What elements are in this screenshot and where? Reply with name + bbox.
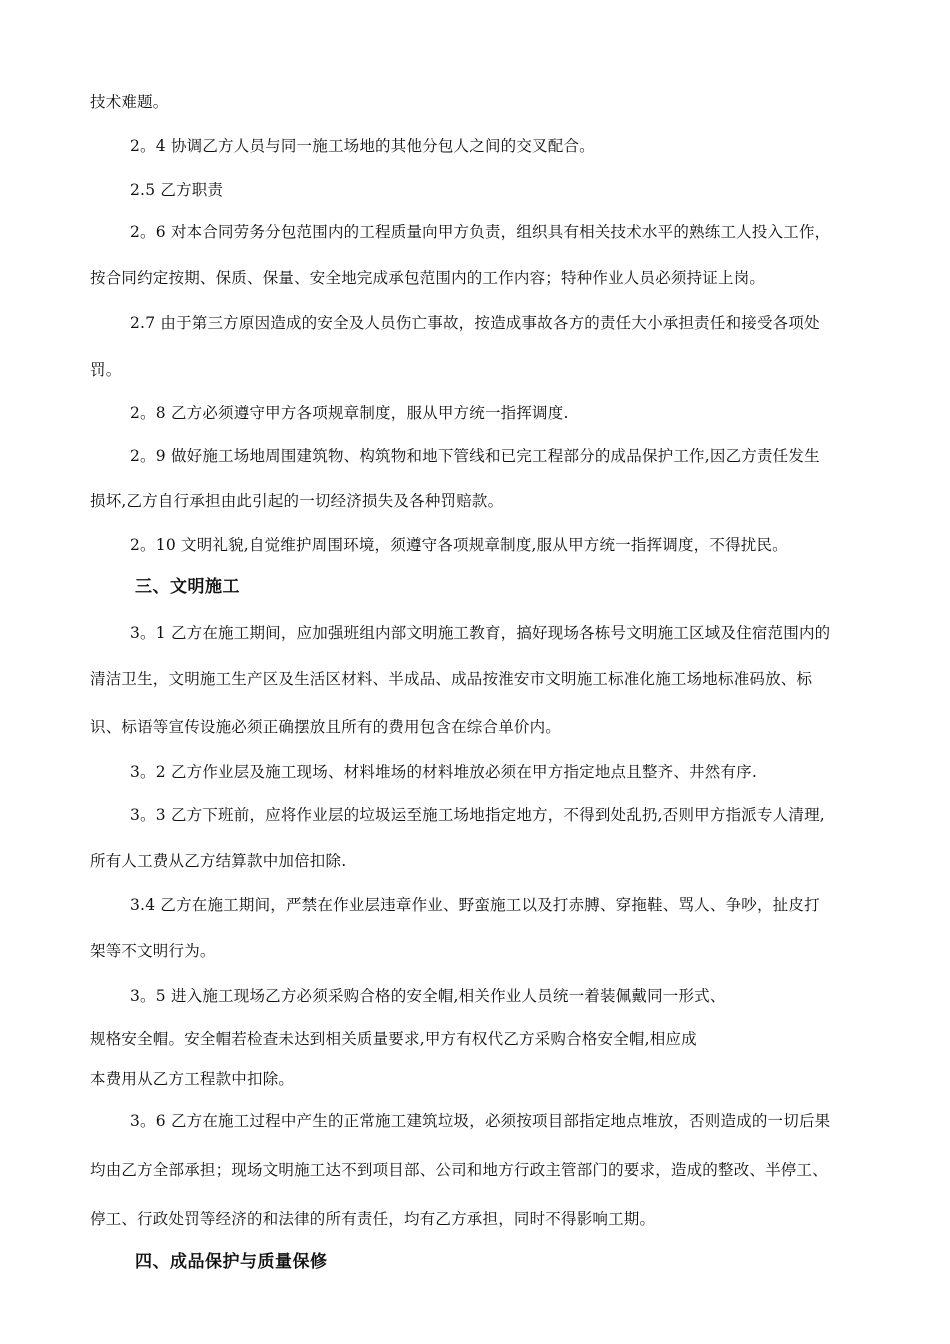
text-line: 技术难题。 xyxy=(90,93,169,111)
text-line: 均由乙方全部承担；现场文明施工达不到项目部、公司和地方行政主管部门的要求，造成的整改、半停工、 xyxy=(90,1161,828,1179)
text-line: 2.5 乙方职责 xyxy=(130,181,224,199)
text-line: 清洁卫生，文明施工生产区及生活区材料、半成品、成品按淮安市文明施工标准化施工场地标准码放、标 xyxy=(90,670,813,688)
text-line: 3。1 乙方在施工期间，应加强班组内部文明施工教育，搞好现场各栋号文明施工区域及住宿范围内的 xyxy=(130,624,831,642)
text-line: 3。3 乙方下班前，应将作业层的垃圾运至施工场地指定地方，不得到处乱扔,否则甲方指派专人清理, xyxy=(130,806,825,824)
text-line: 2。6 对本合同劳务分包范围内的工程质量向甲方负责，组织具有相关技术水平的熟练工人投入工作， xyxy=(130,223,831,241)
text-line: 罚。 xyxy=(90,361,122,379)
text-line: 规格安全帽。安全帽若检查未达到相关质量要求,甲方有权代乙方采购合格安全帽,相应成 xyxy=(90,1030,697,1048)
text-line: 2。9 做好施工场地周围建筑物、构筑物和地下管线和已完工程部分的成品保护工作,因乙方责任发生 xyxy=(130,447,820,465)
text-line: 2。8 乙方必须遵守甲方各项规章制度，服从甲方统一指挥调度. xyxy=(130,404,569,422)
section-heading: 三、文明施工 xyxy=(135,577,240,597)
section-heading: 四、成品保护与质量保修 xyxy=(135,1252,328,1272)
text-line: 架等不文明行为。 xyxy=(90,942,216,960)
text-line: 2。10 文明礼貌,自觉维护周围环境，须遵守各项规章制度,服从甲方统一指挥调度，不得扰民。 xyxy=(130,536,788,554)
text-line: 识、标语等宣传设施必须正确摆放且所有的费用包含在综合单价内。 xyxy=(90,718,562,736)
text-line: 3。6 乙方在施工过程中产生的正常施工建筑垃圾，必须按项目部指定地点堆放，否则造成的一切后果 xyxy=(130,1112,831,1130)
text-line: 3。2 乙方作业层及施工现场、材料堆场的材料堆放必须在甲方指定地点且整齐、井然有序. xyxy=(130,763,757,781)
text-line: 停工、行政处罚等经济的和法律的所有责任，均有乙方承担，同时不得影响工期。 xyxy=(90,1210,656,1228)
text-line: 2。4 协调乙方人员与同一施工场地的其他分包人之间的交叉配合。 xyxy=(130,137,595,155)
text-line: 2.7 由于第三方原因造成的安全及人员伤亡事故，按造成事故各方的责任大小承担责任和接受各项处 xyxy=(130,314,820,332)
text-line: 按合同约定按期、保质、保量、安全地完成承包范围内的工作内容；特种作业人员必须持证上岗。 xyxy=(90,269,766,287)
text-line: 3。5 进入施工现场乙方必须采购合格的安全帽,相关作业人员统一着装佩戴同一形式、 xyxy=(130,987,726,1005)
text-line: 本费用从乙方工程款中扣除。 xyxy=(90,1070,295,1088)
text-line: 损坏,乙方自行承担由此引起的一切经济损失及各种罚赔款。 xyxy=(90,492,504,510)
text-line: 所有人工费从乙方结算款中加倍扣除. xyxy=(90,852,347,870)
text-line: 3.4 乙方在施工期间，严禁在作业层违章作业、野蛮施工以及打赤膊、穿拖鞋、骂人、争吵，扯皮打 xyxy=(130,896,820,914)
